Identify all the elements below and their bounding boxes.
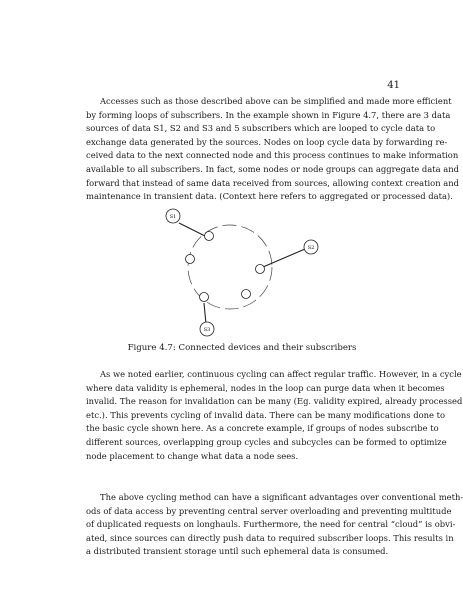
- subscriber-node: [256, 265, 265, 274]
- figure-loop-diagram: [150, 210, 330, 335]
- source-label: S1: [169, 214, 177, 220]
- subscriber-node: [186, 255, 195, 264]
- paragraph-loops: [86, 95, 460, 204]
- text-line: forward that instead of same data received from sources, allowing context creation and: [86, 177, 459, 188]
- page-number: 41: [387, 80, 400, 91]
- text-line: by forming loops of subscribers. In the example shown in Figure 4.7, there are 3 data: [86, 109, 451, 120]
- text-line: node placement to change what data a node sees.: [86, 450, 299, 461]
- paragraph-advantages: [86, 491, 463, 559]
- loop-diagram: [150, 210, 330, 335]
- text-line: sources of data S1, S2 and S3 and 5 subscribers which are looped to cycle data to: [86, 123, 436, 134]
- edge-s3: [204, 303, 206, 324]
- figure-caption: Figure 4.7: Connected devices and their subscribers: [127, 343, 357, 353]
- source-node-s1: [166, 209, 180, 223]
- paragraph-cycling: [86, 368, 463, 463]
- text-line: where data validity is ephemeral, nodes in the loop can purge data when it becomes: [86, 382, 445, 393]
- text-line: ceived data to the next connected node and this process continues to make information: [86, 150, 459, 161]
- subscriber-node: [242, 290, 251, 299]
- text-line: The above cycling method can have a significant advantages over conventional meth-: [100, 492, 463, 502]
- text-line: ods of data access by preventing central server overloading and preventing multitude: [86, 505, 452, 516]
- text-line: of duplicated requests on longhauls. Furthermore, the need for central “cloud” is obvi-: [86, 519, 456, 530]
- text-line: invalid. The reason for invalidation can be many (Eg. validity expired, already processed: [86, 396, 463, 407]
- edge-s1: [179, 223, 207, 237]
- text-line: maintenance in transient data. (Context here refers to aggregated or processed data).: [86, 191, 453, 202]
- source-label: S3: [203, 327, 211, 333]
- source-label: S2: [307, 245, 315, 251]
- text-line: etc.). This prevents cycling of invalid data. There can be many modifications done to: [86, 409, 446, 420]
- source-node-s2: [304, 240, 318, 254]
- text-line: the basic cycle shown here. As a concrete example, if groups of nodes subscribe to: [86, 423, 439, 434]
- text-line: Accesses such as those described above can be simplified and made more efficient: [100, 96, 452, 106]
- text-line: ated, since sources can directly push data to required subscriber loops. This results in: [86, 532, 454, 543]
- text-line: a distributed transient storage until such ephemeral data is consumed.: [86, 546, 389, 557]
- subscriber-node: [205, 232, 214, 241]
- text-line: available to all subscribers. In fact, some nodes or node groups can aggregate data and: [86, 163, 460, 174]
- text-line: As we noted earlier, continuous cycling can affect regular traffic. However, in a cycle: [100, 369, 462, 379]
- text-line: exchange data generated by the sources. Nodes on loop cycle data by forwarding re-: [86, 136, 448, 147]
- text-line: different sources, overlapping group cycles and subcycles can be formed to optimize: [86, 436, 447, 447]
- subscriber-node: [200, 293, 209, 302]
- source-node-s3: [200, 322, 214, 336]
